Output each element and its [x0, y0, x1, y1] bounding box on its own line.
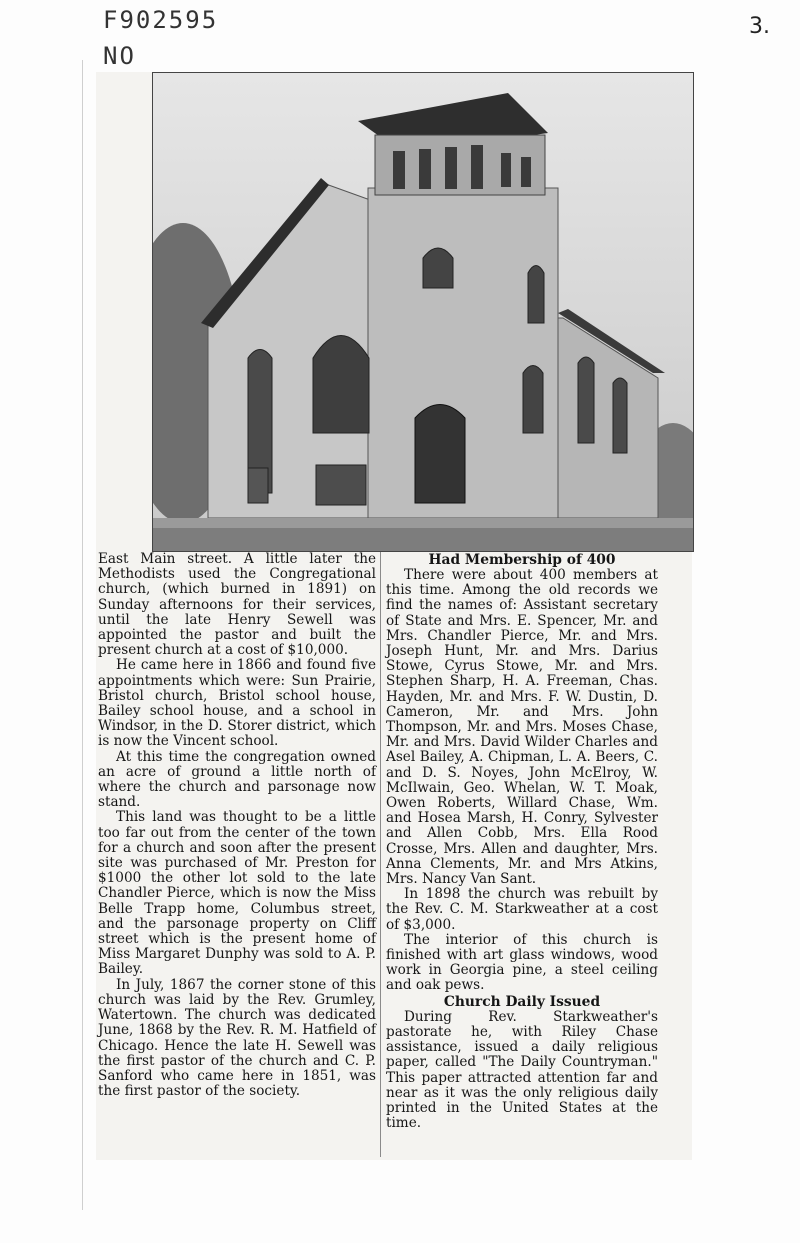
paragraph: He came here in 1866 and found five appointments which were: Sun Prairie, Bristol church, Bristol school house, Bailey school house, and a school in Windsor, in the D. Storer district, which is now the Vincent school.	[98, 657, 376, 750]
subheading-membership: Had Membership of 400	[428, 552, 616, 568]
article-left-column	[98, 552, 376, 1099]
paragraph: This land was thought to be a little too far out from the center of the town for a church and soon after the present site was purchased of Mr. Preston for $1000 the other lot sold to the late Chandler Pierce, which is now the Miss Belle Trapp home, Columbus street, and the parsonage property on Cliff street which is the present home of Miss Margaret Dunphy was sold to A. P. Bailey.	[98, 809, 376, 978]
paragraph: The interior of this church is finished with art glass windows, wood work in Georgia pine, a steel ceiling and oak pews.	[386, 931, 658, 994]
paragraph: There were about 400 members at this time. Among the old records we find the names of: Assistant secretary of State and Mrs. E. Spencer, Mr. and Mrs. Chandler Pierce, Mr. and Mrs. Joseph Hunt, Mr. and Mrs. Darius Stowe, Cyrus Stowe, Mr. and Mrs. Stephen Sharp, H. A. Freeman, Chas. Hayden, Mr. and Mrs. F. W. Dustin, D. Cameron, Mr. and Mrs. John Thompson, Mr. and Mrs. Moses Chase, Mr. and Mrs. David Wilder Charles and Asel Bailey, A. Chipman, L. A. Beers, C. and D. S. Noyes, John McElroy, W. McIlwain, Geo. Whelan, W. T. Moak, Owen Roberts, Willard Chase, Wm. and Hosea Marsh, H. Conry, Sylvester and Allen Cobb, Mrs. Ella Rood Crosse, Mrs. Allen and daughter, Mrs. Anna Clements, Mr. and Mrs Atkins, Mrs. Nancy Van Sant.	[386, 567, 658, 888]
column-divider	[380, 552, 381, 1157]
page-number: 3.	[749, 14, 770, 39]
front-door	[415, 405, 465, 504]
church-illustration	[153, 73, 693, 551]
paragraph: In 1898 the church was rebuilt by the Rev. C. M. Starkweather at a cost of $3,000.	[386, 886, 658, 933]
paragraph: During Rev. Starkweather's pastorate he, with Riley Chase assistance, issued a daily religious paper, called "The Daily Countryman." This paper attracted attention far and near as it was the only religious daily printed in the United States at the time.	[386, 1008, 658, 1132]
catalog-id-note: F902595	[103, 6, 219, 34]
subheading-daily: Church Daily Issued	[443, 993, 601, 1010]
paragraph: In July, 1867 the corner stone of this church was laid by the Rev. Grumley, Watertown. The church was dedicated June, 1868 by the Rev. R. M. Hatfield of Chicago. Hence the late H. Sewell was the first pastor of the church and C. P. Sanford who came here in 1851, was the first pastor of the society.	[98, 976, 376, 1100]
church-photo	[152, 72, 694, 552]
paragraph: East Main street. A little later the Methodists used the Congregational church, (which burned in 1891) on Sunday afternoons for their services, until the late Henry Sewell was appointed the pastor and built the present church at a cost of $10,000.	[98, 551, 376, 659]
margin-rule	[82, 60, 83, 1210]
item-label-note: NO	[103, 42, 136, 70]
article-right-column	[386, 552, 658, 1131]
paragraph: At this time the congregation owned an acre of ground a little north of where the church and parsonage now stand.	[98, 748, 376, 811]
